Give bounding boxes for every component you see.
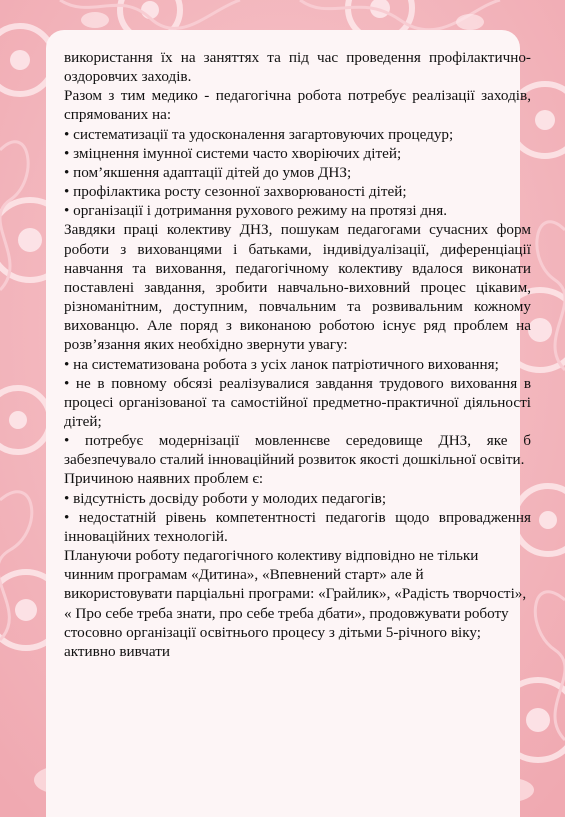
list-item: • систематизації та удосконалення загартовуючих процедур; <box>64 125 454 143</box>
list-item: • зміцнення імунної системи часто хворіючих дітей; <box>64 144 402 162</box>
list-item: • відсутність досвіду роботи у молодих педагогів; <box>64 489 387 507</box>
paragraph: Разом з тим медико - педагогічна робота потребує реалізації заходів, спрямованих на: <box>64 87 531 124</box>
paragraph: використання їх на заняттях та під час проведення профілактично-оздоровчих заходів. <box>64 49 531 86</box>
paragraph: Плануючи роботу педагогічного колективу відповідно не тільки чинним програмам «Дитина», «Впевнений старт» але й використовувати парціальні програми: «Грайлик», «Радість творчості», « Про себе треба знати, про себе треба дбати», продовжувати роботу стосовно організації освітнього процесу з дітьми 5-річного віку; активно вивчати <box>64 547 527 660</box>
list-item: • пом’якшення адаптації дітей до умов ДНЗ; <box>64 163 352 181</box>
bullet-list <box>64 355 531 470</box>
paragraph: Завдяки праці колективу ДНЗ, пошукам педагогами сучасних форм роботи з вихованцями і батьками, індивідуалізації, диференціації навчання та виховання, педагогічному колективу вдалося виконати поставлені завдання, зробити навчально-виховний процес цікавим, різноманітним, доступним, повчальним та розвивальним кожному вихованцю. Але поряд з виконаною роботою існує ряд проблем на розв’язання яких необхідно звернути увагу: <box>64 221 531 354</box>
list-item: • на систематизована робота з усіх ланок патріотичного виховання; <box>64 355 499 373</box>
bullet-list <box>64 125 531 221</box>
list-item: • організації і дотримання рухового режиму на протязі дня. <box>64 202 448 220</box>
paragraph: Причиною наявних проблем є: <box>64 470 264 488</box>
list-item: • потребує модернізації мовленнєве середовище ДНЗ, яке б забезпечувало сталий інноваційний розвиток якості дошкільної освіти. <box>64 432 531 469</box>
document-body <box>64 48 531 661</box>
bullet-list <box>64 489 531 546</box>
list-item: • недостатній рівень компетентності педагогів щодо впровадження інноваційних технологій. <box>64 508 531 545</box>
list-item: • профілактика росту сезонної захворюваності дітей; <box>64 183 407 201</box>
list-item: • не в повному обсязі реалізувалися завдання трудового виховання в процесі організованої та самостійної предметно-практичної діяльності дітей; <box>64 374 531 430</box>
